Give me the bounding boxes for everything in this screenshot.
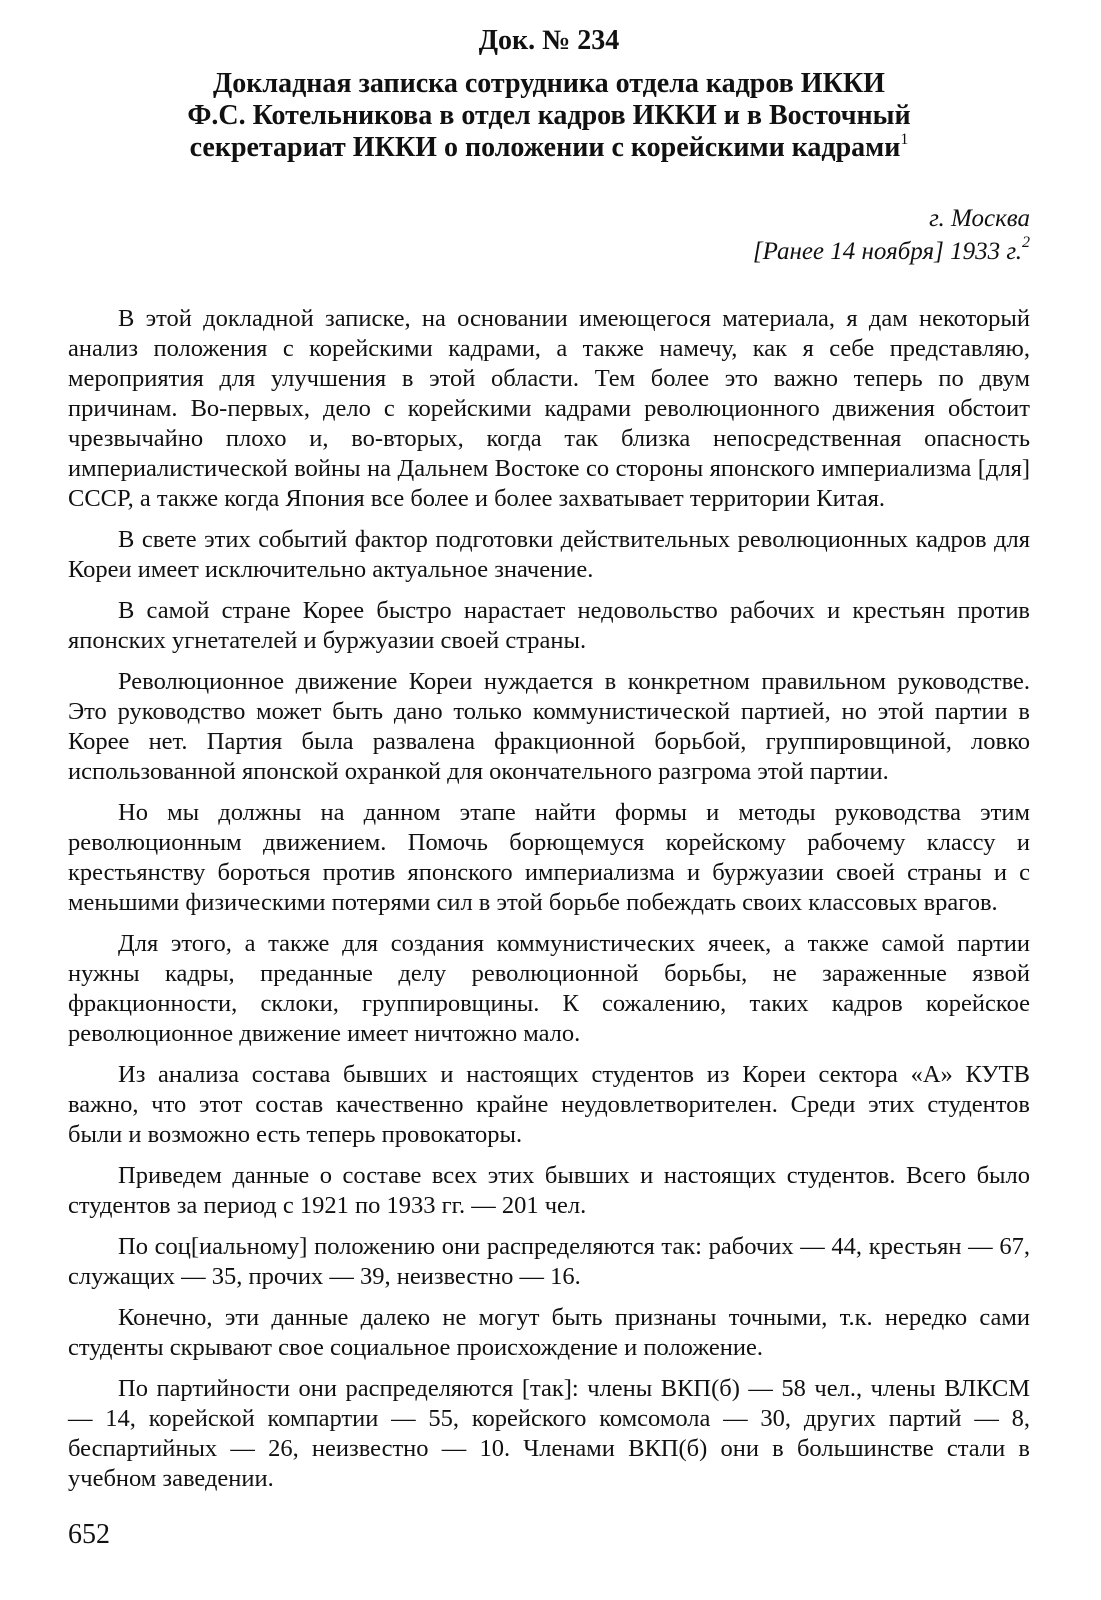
page-number: 652 [68,1519,110,1550]
document-page [68,24,1030,1505]
place-date-block [68,202,1030,268]
document-date-line [68,235,1030,268]
title-footnote-mark: 1 [900,131,909,148]
document-title [68,68,1030,164]
document-body [68,304,1030,1494]
paragraph: По партийности они распределяются [так]: члены ВКП(б) — 58 чел., члены ВЛКСМ — 14, корейской компартии — 55, корейского комсомола — 30, других партий — 8, беспартийных — 26, неизвестно — 10. Членами ВКП(б) они в большинстве стали в учебном заведении. [68,1375,1030,1492]
document-number: Док. № 234 [478,25,620,56]
paragraph: Из анализа состава бывших и настоящих студентов из Кореи сектора «А» КУТВ важно, что этот состав качественно крайне неудовлетворителен. Среди этих студентов были и возможно есть теперь провокаторы. [68,1061,1030,1148]
paragraph: В свете этих событий фактор подготовки действительных революционных кадров для Кореи имеет исключительно актуальное значение. [68,526,1030,583]
document-date: [Ранее 14 ноября] 1933 г. [752,238,1022,265]
paragraph: Революционное движение Кореи нуждается в конкретном правильном руководстве. Это руководство может быть дано только коммунистической партией, но этой партии в Корее нет. Партия была развалена фракционной борьбой, группировщиной, ловко использованной японской охранкой для окончательного разгрома этой партии. [68,668,1030,785]
paragraph: Для этого, а также для создания коммунистических ячеек, а также самой партии нужны кадры, преданные делу революционной борьбы, не зараженные язвой фракционности, склоки, группировщины. К сожалению, таких кадров корейское революционное движение имеет ничтожно мало. [68,930,1030,1047]
paragraph: В самой стране Корее быстро нарастает недовольство рабочих и крестьян против японских угнетателей и буржуазии своей страны. [68,597,1030,654]
date-footnote-mark: 2 [1022,234,1030,251]
paragraph: Конечно, эти данные далеко не могут быть признаны точными, т.к. нередко сами студенты скрывают свое социальное происхождение и положение. [68,1304,1030,1361]
title-line-1: Докладная записка сотрудника отдела кадров ИККИ [213,68,885,99]
paragraph: По соц[иальному] положению они распределяются так: рабочих — 44, крестьян — 67, служащих — 35, прочих — 39, неизвестно — 16. [68,1233,1030,1290]
paragraph: Приведем данные о составе всех этих бывших и настоящих студентов. Всего было студентов за период с 1921 по 1933 гг. — 201 чел. [68,1162,1030,1219]
title-line-2: Ф.С. Котельникова в отдел кадров ИККИ и в Восточный [187,100,911,131]
title-line-3: секретариат ИККИ о положении с корейскими кадрами [189,132,901,163]
paragraph: В этой докладной записке, на основании имеющегося материала, я дам некоторый анализ положения с корейскими кадрами, а также намечу, как я себе представляю, мероприятия для улучшения в этой области. Тем более это важно теперь по двум причинам. Во-первых, дело с корейскими кадрами революционного движения обстоит чрезвычайно плохо и, во-вторых, когда так близка непосредственная опасность империалистической войны на Дальнем Востоке со стороны японского империализма [для] СССР, а также когда Япония все более и более захватывает территории Китая. [68,305,1030,512]
paragraph: Но мы должны на данном этапе найти формы и методы руководства этим революционным движением. Помочь борющемуся корейскому рабочему классу и крестьянству бороться против японского империализма и буржуазии своей страны и с меньшими физическими потерями сил в этой борьбе побеждать своих классовых врагов. [68,799,1030,916]
document-place: г. Москва [929,205,1030,232]
